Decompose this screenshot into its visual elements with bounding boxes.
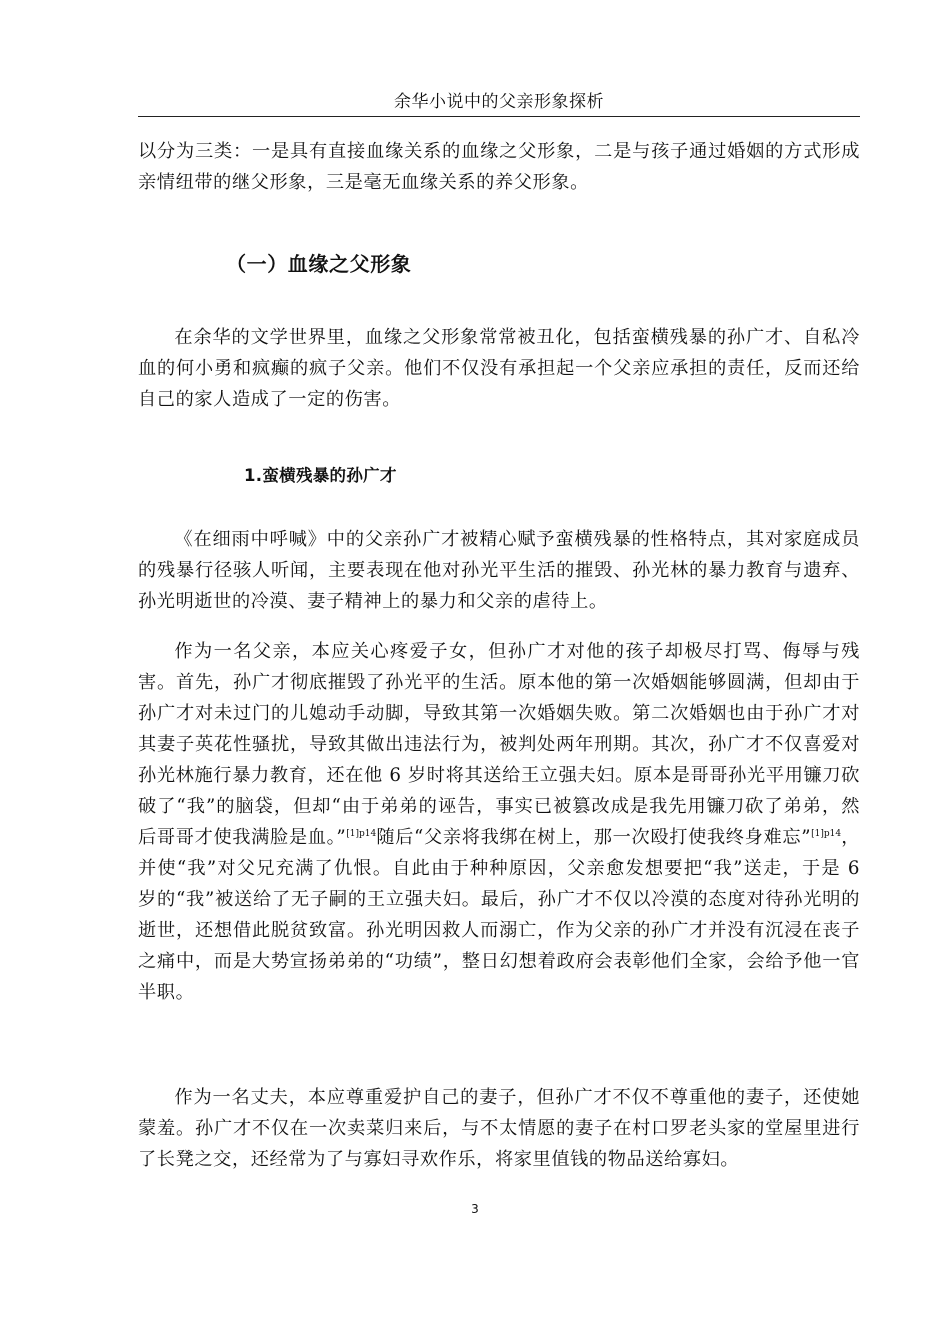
body-paragraph-2 xyxy=(138,636,860,1008)
section-heading: （一）血缘之父形象 xyxy=(226,252,412,276)
body-paragraph-2-part-c: ，并使“我”对父兄充满了仇恨。自此由于种种原因，父亲愈发想要把“我”送走，于是 6 岁的“我”被送给了无子嗣的王立强夫妇。最后，孙广才不仅以冷漠的态度对待孙光明的逝世，还想借此脱贫致富。孙光明因救人而溺亡，作为父亲的孙广才并没有沉浸在丧子之痛中，而是大势宣扬弟弟的“功绩”，整日幻想着政府会表彰他们全家，会给予他一官半职。 xyxy=(138,827,860,1003)
section-paragraph: 在余华的文学世界里，血缘之父形象常常被丑化，包括蛮横残暴的孙广才、自私冷血的何小勇和疯癫的疯子父亲。他们不仅没有承担起一个父亲应承担的责任，反而还给自己的家人造成了一定的伤害。 xyxy=(138,327,860,410)
intro-paragraph: 以分为三类：一是具有直接血缘关系的血缘之父形象，二是与孩子通过婚姻的方式形成亲情纽带的继父形象，三是毫无血缘关系的养父形象。 xyxy=(138,141,860,193)
body-paragraph-2-part-a: 作为一名父亲，本应关心疼爱子女，但孙广才对他的孩子却极尽打骂、侮辱与残害。首先，孙广才彻底摧毁了孙光平的生活。原本他的第一次婚姻能够圆满，但却由于孙广才对未过门的儿媳动手动脚，导致其第一次婚姻失败。第二次婚姻也由于孙广才对其妻子英花性骚扰，导致其做出违法行为，被判处两年刑期。其次，孙广才不仅喜爱对孙光林施行暴力教育，还在他 6 岁时将其送给王立强夫妇。原本是哥哥孙光平用镰刀砍破了“我”的脑袋，但却“由于弟弟的诬告，事实已被篡改成是我先用镰刀砍了弟弟，然后哥哥才使我满脸是血。” xyxy=(138,641,860,848)
subsection-heading: 1.蛮横残暴的孙广才 xyxy=(244,466,397,485)
running-header: 余华小说中的父亲形象探析 xyxy=(394,92,604,112)
body-paragraph-3: 作为一名丈夫，本应尊重爱护自己的妻子，但孙广才不仅不尊重他的妻子，还使她蒙羞。孙广才不仅在一次卖菜归来后，与不太情愿的妻子在村口罗老头家的堂屋里进行了长凳之交，还经常为了与寡妇寻欢作乐，将家里值钱的物品送给寡妇。 xyxy=(138,1087,860,1170)
citation-1: [1]p14 xyxy=(346,829,377,839)
header-divider xyxy=(138,116,860,117)
citation-2: [1]p14 xyxy=(811,829,842,839)
page-number: 3 xyxy=(471,1202,479,1216)
body-paragraph-2-part-b: 随后“父亲将我绑在树上，那一次殴打使我终身难忘” xyxy=(376,827,812,848)
body-paragraph-1: 《在细雨中呼喊》中的父亲孙广才被精心赋予蛮横残暴的性格特点，其对家庭成员的残暴行径骇人听闻，主要表现在他对孙光平生活的摧毁、孙光林的暴力教育与遗弃、孙光明逝世的冷漠、妻子精神上的暴力和父亲的虐待上。 xyxy=(138,529,860,612)
